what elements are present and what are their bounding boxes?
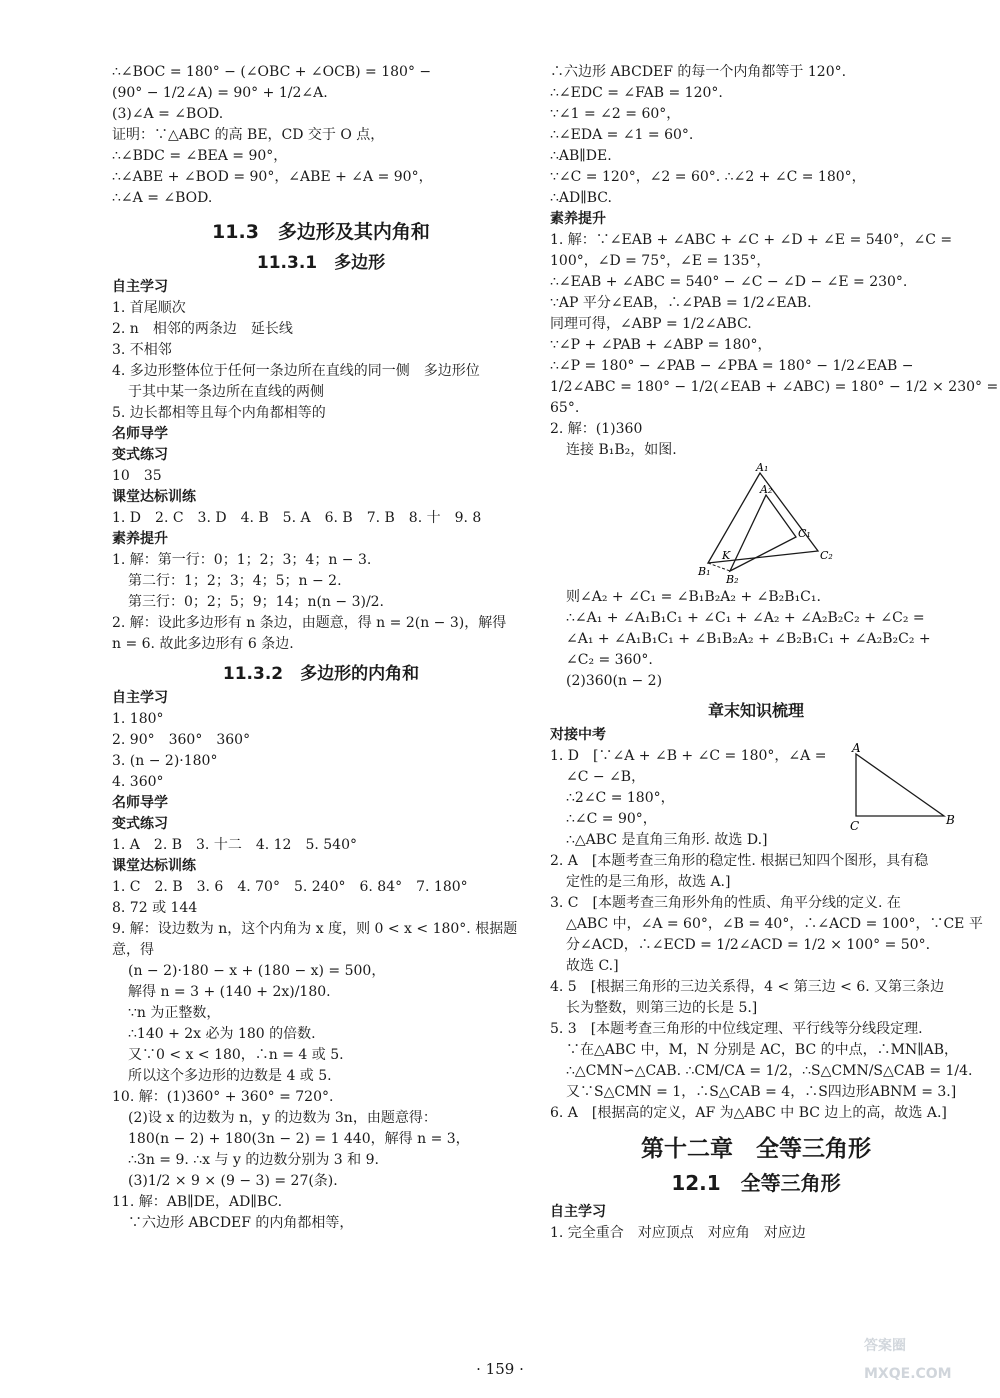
text-line: 1. 180° xyxy=(112,711,164,727)
subsection-title: 11.3.1 多边形 xyxy=(256,253,386,273)
text-line: ∴AB∥DE. xyxy=(550,148,612,164)
text-line: 100°，∠D = 75°，∠E = 135°， xyxy=(550,253,771,269)
section-heading: 自主学习 xyxy=(112,279,168,295)
text-line: ∴∠P = 180° − ∠PAB − ∠PBA = 180° − 1/2∠EAB − xyxy=(550,358,914,374)
text-line: 1. 完全重合 对应顶点 对应角 对应边 xyxy=(550,1225,806,1241)
text-line: 1. 解：∵∠EAB + ∠ABC + ∠C + ∠D + ∠E = 540°，∠C = xyxy=(550,232,953,248)
text-line: ∠C − ∠B， xyxy=(566,769,646,785)
watermark-logo xyxy=(844,1320,994,1390)
text-line: (3)1/2 × 9 × (9 − 3) = 27(条). xyxy=(128,1173,338,1189)
text-line: ∴∠BOC = 180° − (∠OBC + ∠OCB) = 180° − xyxy=(112,64,432,80)
text-line: 1. D 2. C 3. D 4. B 5. A 6. B 7. B 8. 十 9. 8 xyxy=(112,510,482,526)
label-c1: C₁ xyxy=(798,527,811,540)
section-heading: 对接中考 xyxy=(550,727,606,743)
text-line: ∴∠ABE + ∠BOD = 90°，∠ABE + ∠A = 90°， xyxy=(112,169,433,185)
section-title: 章末知识梳理 xyxy=(707,701,804,720)
text-line: 1. D [∵∠A + ∠B + ∠C = 180°，∠A = xyxy=(550,748,827,764)
text-line: (2)设 x 的边数为 n，y 的边数为 3n，由题意得： xyxy=(128,1110,437,1126)
text-line: 连接 B₁B₂，如图. xyxy=(566,442,677,458)
text-line: 同理可得，∠ABP = 1/2∠ABC. xyxy=(550,316,752,332)
text-line: 定性的是三角形，故选 A.] xyxy=(566,874,731,890)
label-a1: A₁ xyxy=(756,461,769,474)
text-line: ∴140 + 2x 必为 180 的倍数. xyxy=(128,1026,316,1042)
section-title: 12.1 全等三角形 xyxy=(671,1171,841,1195)
text-line: ∵∠P + ∠PAB + ∠ABP = 180°， xyxy=(550,337,772,353)
text-line: 5. 边长都相等且每个内角都相等的 xyxy=(112,405,326,421)
label-c: C xyxy=(850,819,860,833)
section-heading: 名师导学 xyxy=(112,795,168,811)
text-line: ∴∠EDA = ∠1 = 60°. xyxy=(550,127,694,143)
text-line: 8. 72 或 144 xyxy=(112,900,198,916)
text-line: 又∵S△CMN = 1，∴S△CAB = 4，∴S四边形ABNM = 3.] xyxy=(566,1084,957,1100)
text-line: ∴∠EAB + ∠ABC = 540° − ∠C − ∠D − ∠E = 230°. xyxy=(550,274,908,290)
label-b1: B₁ xyxy=(698,565,711,578)
label-b: B xyxy=(946,813,955,827)
text-line: 5. 3 [本题考查三角形的中位线定理、平行线等分线段定理. xyxy=(550,1021,923,1037)
text-line: ∵在△ABC 中，M，N 分别是 AC，BC 的中点，∴MN∥AB， xyxy=(566,1042,959,1058)
text-line: 6. A [根据高的定义，AF 为△ABC 中 BC 边上的高，故选 A.] xyxy=(550,1105,947,1121)
section-heading: 自主学习 xyxy=(550,1204,606,1220)
section-heading: 名师导学 xyxy=(112,426,168,442)
text-line: ∴∠BDC = ∠BEA = 90°， xyxy=(112,148,288,164)
text-line: 11. 解：AB∥DE，AD∥BC. xyxy=(112,1194,283,1210)
text-line: ∴△CMN∽△CAB. ∴CM/CA = 1/2，∴S△CMN/S△CAB = 1/4. xyxy=(566,1063,973,1079)
section-heading: 自主学习 xyxy=(112,690,168,706)
text-line: △ABC 中，∠A = 60°，∠B = 40°，∴∠ACD = 100°，∵CE 平 xyxy=(566,916,983,932)
text-line: 证明：∵△ABC 的高 BE，CD 交于 O 点， xyxy=(112,127,385,143)
text-line: ∴3n = 9. ∴x 与 y 的边数分别为 3 和 9. xyxy=(128,1152,379,1168)
text-line: 2. 解：设此多边形有 n 条边，由题意，得 n = 2(n − 3)，解得 xyxy=(112,615,507,631)
page-number: · 159 · xyxy=(476,1360,524,1378)
text-line: 9. 解：设边数为 n，这个内角为 x 度，则 0 < x < 180°. 根据题 xyxy=(112,921,518,937)
subsection-title: 11.3.2 多边形的内角和 xyxy=(222,664,420,684)
text-line: 1. A 2. B 3. 十二 4. 12 5. 540° xyxy=(112,837,357,853)
section-heading: 课堂达标训练 xyxy=(112,489,196,505)
label-a2: A₂ xyxy=(760,483,773,496)
text-line: 则∠A₂ + ∠C₁ = ∠B₁B₂A₂ + ∠B₂B₁C₁. xyxy=(566,589,821,605)
chapter-title: 第十二章 全等三角形 xyxy=(641,1136,871,1162)
text-line: 分∠ACD，∴∠ECD = 1/2∠ACD = 1/2 × 100° = 50°. xyxy=(566,937,931,953)
text-line: (3)∠A = ∠BOD. xyxy=(112,106,224,122)
text-line: 2. A [本题考查三角形的稳定性. 根据已知四个图形，具有稳 xyxy=(550,853,929,869)
text-line: 10 35 xyxy=(112,468,162,484)
text-line: 故选 C.] xyxy=(566,958,619,974)
text-line: 解得 n = 3 + (140 + 2x)/180. xyxy=(128,984,331,1000)
right-triangle xyxy=(856,754,944,816)
text-line: n = 6. 故此多边形有 6 条边. xyxy=(112,636,294,652)
left-column xyxy=(112,62,530,1234)
text-line: 4. 5 [根据三角形的三边关系得，4 < 第三边 < 6. 又第三条边 xyxy=(550,979,945,995)
text-line: 第二行：1；2；3；4；5；n − 2. xyxy=(128,573,342,589)
text-line: 于其中某一条边所在直线的两侧 xyxy=(128,384,324,400)
text-line: 3. (n − 2)·180° xyxy=(112,753,218,769)
right-column xyxy=(550,62,999,1244)
text-line: ∵AP 平分∠EAB，∴∠PAB = 1/2∠EAB. xyxy=(550,295,812,311)
text-line: 65°. xyxy=(550,400,580,416)
section-heading: 变式练习 xyxy=(112,447,168,463)
right-column-top xyxy=(550,62,999,461)
text-line: ∵n 为正整数， xyxy=(128,1005,221,1021)
label-a: A xyxy=(852,741,861,755)
text-line: 3. 不相邻 xyxy=(112,342,172,358)
text-line: ∠C₂ = 360°. xyxy=(566,652,653,668)
text-line: 3. C [本题考查三角形外角的性质、角平分线的定义. 在 xyxy=(550,895,901,911)
text-line: 1/2∠ABC = 180° − 1/2(∠EAB + ∠ABC) = 180° − 1/2 × 230° = xyxy=(550,379,999,395)
section-heading: 变式练习 xyxy=(112,816,168,832)
section-heading: 课堂达标训练 xyxy=(112,858,196,874)
text-line: ∴∠EDC = ∠FAB = 120°. xyxy=(550,85,723,101)
text-line: ∴AD∥BC. xyxy=(550,190,612,206)
text-line: 1. 首尾顺次 xyxy=(112,300,186,316)
text-line: ∵六边形 ABCDEF 的内角都相等， xyxy=(128,1215,354,1231)
text-line: 2. 90° 360° 360° xyxy=(112,732,251,748)
text-line: (2)360(n − 2) xyxy=(566,673,663,689)
text-line: 长为整数，则第三边的长是 5.] xyxy=(566,1000,758,1016)
text-line: ∠A₁ + ∠A₁B₁C₁ + ∠B₁B₂A₂ + ∠B₂B₁C₁ + ∠A₂B₂C₂ + xyxy=(566,631,931,647)
text-line: 第三行：0；2；5；9；14；n(n − 3)/2. xyxy=(128,594,385,610)
text-line: 意，得 xyxy=(112,942,154,958)
right-triangle-figure xyxy=(846,741,956,833)
text-line: (n − 2)·180 − x + (180 − x) = 500， xyxy=(128,963,386,979)
watermark-line2: MXQE.COM xyxy=(864,1366,952,1382)
text-line: ∴2∠C = 180°， xyxy=(566,790,675,806)
text-line: 4. 多边形整体位于任何一条边所在直线的同一侧 多边形位 xyxy=(112,363,480,379)
text-line: ∴∠C = 90°， xyxy=(566,811,657,827)
text-line: 1. C 2. B 3. 6 4. 70° 5. 240° 6. 84° 7. 180° xyxy=(112,879,468,895)
text-line: ∴∠A = ∠BOD. xyxy=(112,190,213,206)
label-k: K xyxy=(722,549,731,562)
text-line: 2. 解：(1)360 xyxy=(550,421,643,437)
text-line: 1. 解：第一行：0；1；2；3；4；n − 3. xyxy=(112,552,372,568)
text-line: ∴∠A₁ + ∠A₁B₁C₁ + ∠C₁ + ∠A₂ + ∠A₂B₂C₂ + ∠C₂ = xyxy=(566,610,925,626)
watermark-line1: 答案圈 xyxy=(864,1338,906,1354)
text-line: 10. 解：(1)360° + 360° = 720°. xyxy=(112,1089,334,1105)
section-heading: 素养提升 xyxy=(112,531,168,547)
section-title: 11.3 多边形及其内角和 xyxy=(212,221,430,243)
text-line: 180(n − 2) + 180(3n − 2) = 1 440，解得 n = 3， xyxy=(128,1131,470,1147)
text-line: ∵∠C = 120°，∠2 = 60°. ∴∠2 + ∠C = 180°， xyxy=(550,169,866,185)
label-c2: C₂ xyxy=(820,549,833,562)
section-heading: 素养提升 xyxy=(550,211,606,227)
text-line: 2. n 相邻的两条边 延长线 xyxy=(112,321,293,337)
text-line: 所以这个多边形的边数是 4 或 5. xyxy=(128,1068,332,1084)
text-line: ∵∠1 = ∠2 = 60°， xyxy=(550,106,681,122)
right-column-bottom xyxy=(550,851,983,1244)
text-line: 4. 360° xyxy=(112,774,164,790)
label-b2: B₂ xyxy=(726,573,739,586)
text-line: ∴六边形 ABCDEF 的每一个内角都等于 120°. xyxy=(550,64,847,80)
text-line: (90° − 1/2∠A) = 90° + 1/2∠A. xyxy=(112,85,328,101)
segment-b1-b2 xyxy=(708,563,730,571)
triangle-figure-1 xyxy=(698,461,840,586)
text-line: 又∵0 < x < 180，∴n = 4 或 5. xyxy=(128,1047,344,1063)
text-line: ∴△ABC 是直角三角形. 故选 D.] xyxy=(566,832,768,848)
